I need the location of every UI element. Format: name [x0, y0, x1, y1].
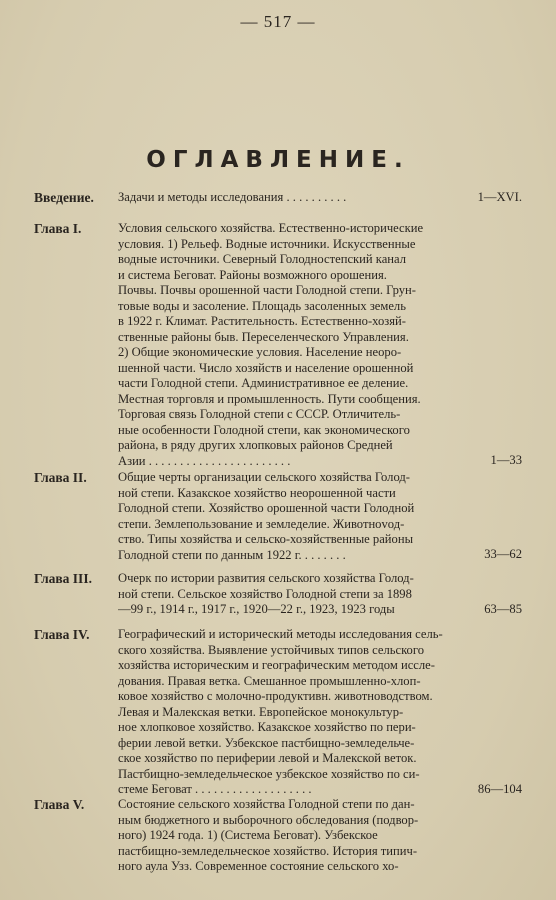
entry-line: части Голодной степи. Административное ее деление.: [118, 376, 409, 390]
entry-line: Торговая связь Голодной степи с СССР. Отличитель-: [118, 407, 401, 421]
entry-line: пастбищно-земледельческое хозяйство. История типич-: [118, 843, 418, 858]
entry-line: ферии левой ветки. Узбекское пастбищно-земледельче-: [118, 735, 415, 750]
entry-label: Введение.: [34, 190, 94, 205]
entry-text: [118, 627, 486, 798]
entry-line: 2) Общие экономические условия. Население неоро-: [118, 345, 402, 359]
entry-line: ной степи. Казакское хозяйство неорошенной части: [118, 485, 396, 500]
entry-line: Географический и исторический методы исследования сель-: [118, 627, 443, 641]
entry-line: Голодной степи. Хозяйство орошенной части Голодной: [118, 501, 415, 515]
entry-label: Глава I.: [34, 221, 82, 236]
entry-text: [118, 221, 486, 469]
entry-line: дования. Правая ветка. Смешанное промышленно-хлоп-: [118, 673, 421, 688]
entry-label: Глава V.: [34, 797, 85, 812]
entry-line: шенной части. Число хозяйств и население орошенной: [118, 360, 414, 375]
entry-line: товые воды и засоление. Площадь засоленных земель: [118, 298, 406, 313]
entry-line: Задачи и методы исследования . . . . . . . . . .: [118, 190, 347, 204]
entry-line: Голодной степи по данным 1922 г. . . . . . . .: [118, 547, 346, 562]
entry-text: [118, 190, 498, 206]
entry-line: ское хозяйство по периферии левой и Малекской веток.: [118, 751, 417, 765]
entry-text: [118, 470, 486, 563]
entry-line: —99 г., 1914 г., 1917 г., 1920—22 г., 1923, 1923 годы: [118, 602, 395, 616]
entry-pages: 86—104: [477, 782, 522, 796]
entry-line: ным бюджетного и выборочного обследования (подвор-: [118, 812, 419, 827]
entry-line: района, в ряду других хлопковых районов Средней: [118, 438, 393, 452]
entry-line: Пастбищно-земледельческое узбекское хозяйство по си-: [118, 766, 420, 781]
entry-line: ной степи. Сельское хозяйство Голодной степи за 1898: [118, 586, 412, 601]
entry-pages: 1—33: [490, 453, 522, 467]
entry-line: ного) 1924 года. 1) (Система Беговат). Узбекское: [118, 828, 378, 842]
entry-label: Глава III.: [34, 571, 92, 586]
entry-text: [118, 571, 486, 618]
entry-line: и система Беговат. Районы возможного орошения.: [118, 267, 387, 282]
entry-line: Очерк по истории развития сельского хозяйства Голод-: [118, 571, 414, 585]
entry-label: Глава IV.: [34, 627, 90, 642]
entry-line: ковое хозяйство с молочно-продуктивн. животноводством.: [118, 689, 433, 703]
entry-line: ное хлопковое хозяйство. Казакское хозяйство по пери-: [118, 720, 416, 734]
entry-text: [118, 797, 486, 875]
entry-line: хозяйства историческим и географическим методом иссле-: [118, 658, 435, 672]
entry-line: Местная торговля и промышленность. Пути сообщения.: [118, 391, 421, 406]
entry-line: Состояние сельского хозяйства Голодной степи по дан-: [118, 797, 415, 811]
entry-line: Условия сельского хозяйства. Естественно-исторические: [118, 221, 424, 235]
entry-pages: 1—XVI.: [477, 190, 522, 204]
entry-line: водные источники. Северный Голодностепский канал: [118, 252, 407, 266]
entry-line: условия. 1) Рельеф. Водные источники. Искусственные: [118, 236, 416, 251]
entry-line: ные особенности Голодной степи, как экономического: [118, 422, 410, 437]
entry-line: Общие черты организации сельского хозяйства Голод-: [118, 470, 410, 484]
entry-line: Левая и Малекская ветки. Европейское монокультур-: [118, 704, 404, 719]
entry-line: ство. Типы хозяйства и сельско-хозяйственные районы: [118, 532, 414, 546]
entry-line: в 1922 г. Климат. Растительность. Естественно-хозяй-: [118, 314, 406, 328]
entry-line: Азии . . . . . . . . . . . . . . . . . . . . . . .: [118, 453, 291, 468]
entry-pages: 33—62: [484, 547, 522, 561]
entry-line: стеме Беговат . . . . . . . . . . . . . . . . . . .: [118, 782, 312, 796]
entry-line: ственные районы быв. Переселенческого Управления.: [118, 329, 409, 344]
entry-line: степи. Землепользование и земледелие. Животноvод-: [118, 516, 405, 531]
entry-line: ного аула Узз. Современное состояние сельского хо-: [118, 859, 399, 873]
page-number: — 517 —: [240, 12, 316, 31]
page-title: ОГЛАВЛЕНИЕ.: [146, 147, 410, 173]
entry-line: ского хозяйства. Выявление устойчивых типов сельского: [118, 642, 425, 657]
entry-label: Глава II.: [34, 470, 87, 485]
entry-line: Почвы. Почвы орошенной части Голодной степи. Грун-: [118, 283, 416, 297]
entry-pages: 63—85: [484, 602, 522, 616]
